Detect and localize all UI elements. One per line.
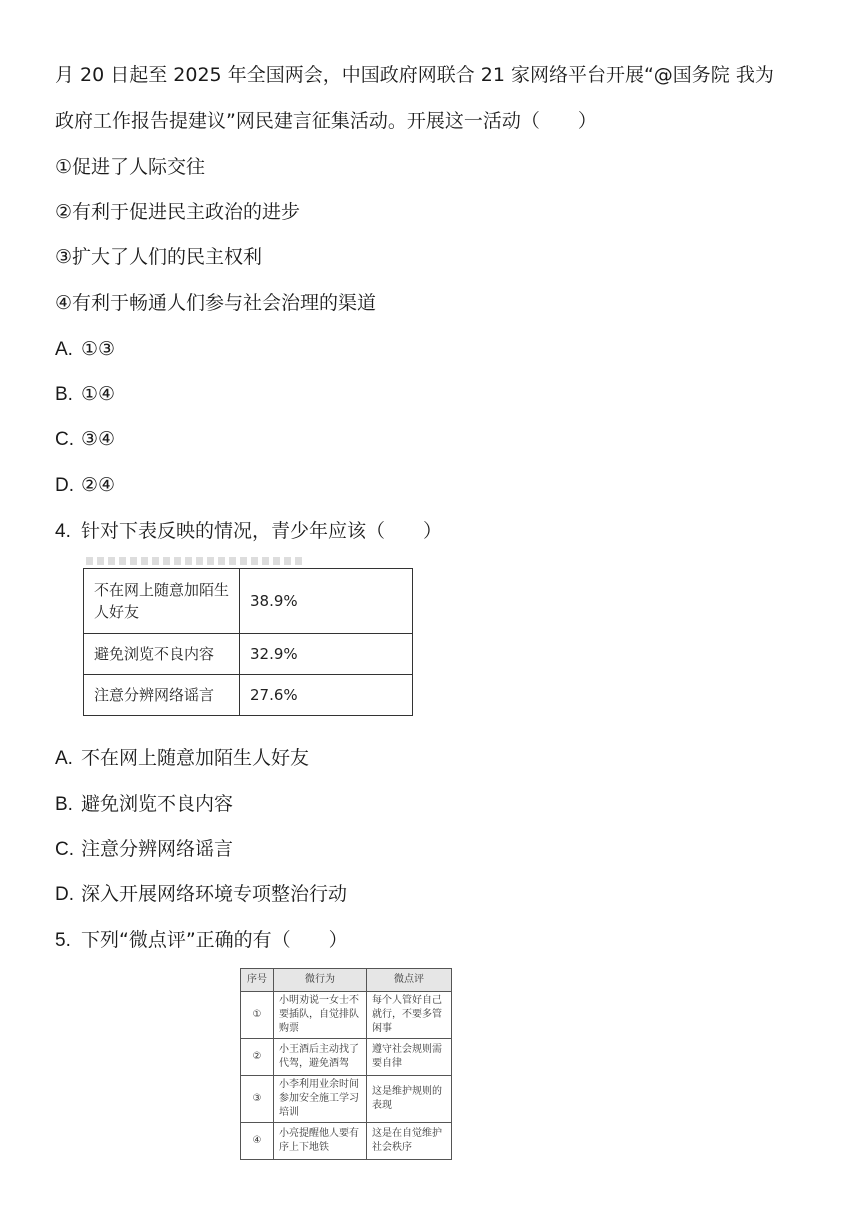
option-letter: D. bbox=[55, 884, 74, 905]
cell-behavior: 小亮提醒他人要有序上下地铁 bbox=[274, 1123, 367, 1160]
q3-option-c[interactable] bbox=[55, 426, 115, 453]
option-text: 注意分辨网络谣言 bbox=[81, 838, 234, 860]
header-cell-comment: 微点评 bbox=[367, 969, 452, 992]
cell-no: ① bbox=[241, 992, 274, 1039]
question-text: 下列“微点评”正确的有（ ） bbox=[81, 929, 348, 951]
table-row bbox=[241, 1123, 452, 1160]
option-letter: D. bbox=[55, 475, 74, 496]
q4-option-c[interactable] bbox=[55, 836, 233, 863]
option-text: ②④ bbox=[81, 474, 116, 496]
table-row bbox=[241, 992, 452, 1039]
cell-comment: 遵守社会规则需要自律 bbox=[367, 1039, 452, 1076]
option-text: 不在网上随意加陌生人好友 bbox=[81, 747, 310, 769]
table-cell-value: 38.9% bbox=[240, 569, 413, 634]
q3-option-b[interactable] bbox=[55, 381, 115, 408]
option-letter: C. bbox=[55, 429, 74, 450]
option-letter: A. bbox=[55, 748, 73, 769]
table-cell-value: 32.9% bbox=[240, 634, 413, 675]
cell-comment: 每个人管好自己就行，不要多管闲事 bbox=[367, 992, 452, 1039]
table-cell-item: 注意分辨网络谣言 bbox=[84, 675, 240, 716]
table-row bbox=[241, 1039, 452, 1076]
q3-statement-1: ①促进了人际交往 bbox=[55, 156, 206, 178]
option-text: ①④ bbox=[81, 383, 116, 405]
question-number: 5. bbox=[55, 930, 71, 951]
q3-statement-4: ④有利于畅通人们参与社会治理的渠道 bbox=[55, 292, 377, 314]
table-cell-item: 不在网上随意加陌生人好友 bbox=[84, 569, 240, 634]
option-text: ①③ bbox=[81, 338, 116, 360]
question-number: 4. bbox=[55, 521, 71, 542]
q3-option-d[interactable] bbox=[55, 472, 115, 499]
q4-option-b[interactable] bbox=[55, 791, 233, 818]
question-text: 针对下表反映的情况，青少年应该（ ） bbox=[81, 520, 443, 542]
comment-table bbox=[240, 968, 452, 1160]
q5-stem bbox=[55, 927, 348, 954]
table-row bbox=[84, 675, 413, 716]
q3-statement-3: ③扩大了人们的民主权利 bbox=[55, 246, 263, 268]
option-letter: B. bbox=[55, 794, 73, 815]
table-row bbox=[84, 634, 413, 675]
cell-no: ④ bbox=[241, 1123, 274, 1160]
option-text: ③④ bbox=[81, 428, 116, 450]
header-cell-behavior: 微行为 bbox=[274, 969, 367, 992]
cell-comment: 这是在自觉维护社会秩序 bbox=[367, 1123, 452, 1160]
table-header-row bbox=[241, 969, 452, 992]
cell-comment: 这是维护规则的表现 bbox=[367, 1076, 452, 1123]
option-text: 避免浏览不良内容 bbox=[81, 793, 234, 815]
option-letter: B. bbox=[55, 384, 73, 405]
cell-behavior: 小王酒后主动找了代驾，避免酒驾 bbox=[274, 1039, 367, 1076]
survey-table bbox=[83, 568, 413, 716]
intro-line-2: 政府工作报告提建议”网民建言征集活动。开展这一活动（ ） bbox=[55, 110, 597, 132]
cell-behavior: 小李利用业余时间参加安全施工学习培训 bbox=[274, 1076, 367, 1123]
q3-statement-2: ②有利于促进民主政治的进步 bbox=[55, 201, 301, 223]
table-cell-value: 27.6% bbox=[240, 675, 413, 716]
q4-stem bbox=[55, 518, 442, 545]
q3-option-a[interactable] bbox=[55, 336, 115, 363]
option-letter: A. bbox=[55, 339, 73, 360]
q4-option-d[interactable] bbox=[55, 881, 347, 908]
q4-option-a[interactable] bbox=[55, 745, 309, 772]
header-cell-no: 序号 bbox=[241, 969, 274, 992]
table-top-fade bbox=[86, 557, 306, 565]
cell-no: ③ bbox=[241, 1076, 274, 1123]
cell-behavior: 小明劝说一女士不要插队，自觉排队购票 bbox=[274, 992, 367, 1039]
option-letter: C. bbox=[55, 839, 74, 860]
table-row bbox=[241, 1076, 452, 1123]
table-row bbox=[84, 569, 413, 634]
intro-line-1: 月 20 日起至 2025 年全国两会，中国政府网联合 21 家网络平台开展“@国务院 我为 bbox=[55, 64, 774, 86]
option-text: 深入开展网络环境专项整治行动 bbox=[81, 883, 348, 905]
table-cell-item: 避免浏览不良内容 bbox=[84, 634, 240, 675]
cell-no: ② bbox=[241, 1039, 274, 1076]
